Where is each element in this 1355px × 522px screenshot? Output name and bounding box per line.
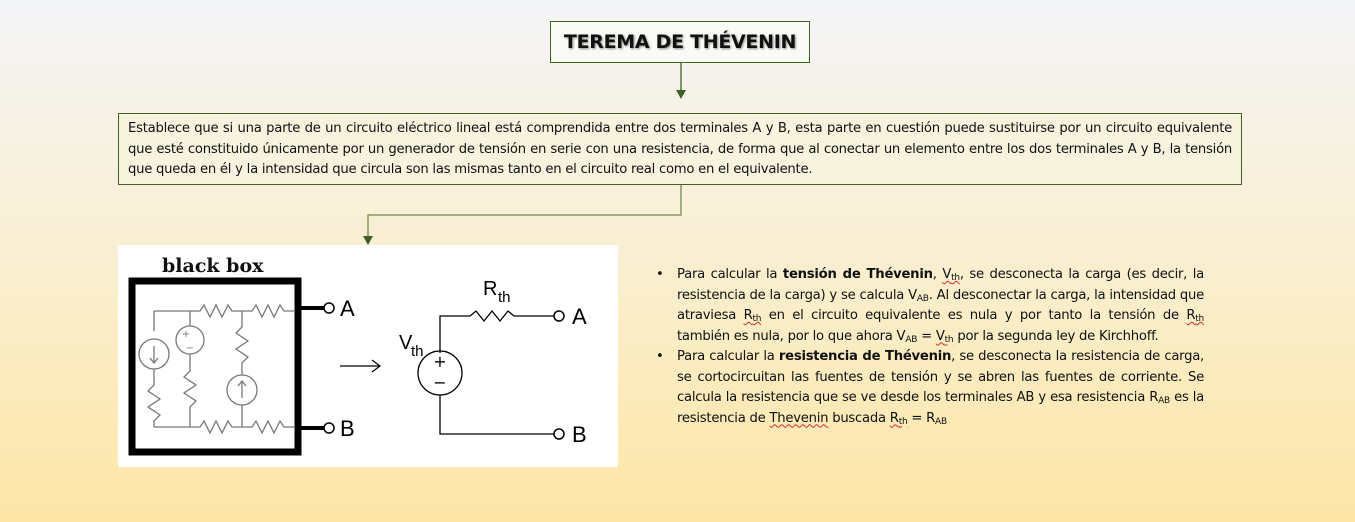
bullet-icon: • (656, 267, 664, 282)
text: = (907, 410, 927, 426)
vth-label: V (399, 332, 413, 354)
arrow-title-to-definition (674, 62, 688, 100)
black-box-label: black box (162, 255, 264, 277)
rab-symbol: $R_{AB}$ (926, 410, 947, 427)
rth-symbol: $R_{th}$ (889, 410, 908, 427)
vth-plus: + (433, 352, 447, 371)
text: , se desconecta la carga (es decir, la resistencia de la carga) y se calcula (677, 267, 1205, 303)
rth-sub: th (498, 289, 511, 306)
bold-term: resistencia de Thévenin (778, 349, 952, 364)
circuit-svg (118, 245, 618, 467)
definition-text: Establece que si una parte de un circuito eléctrico lineal está comprendida entre dos terminales A y B, esta parte en cuestión puede sustituirse por un circuito equivalente que esté constituido únicamente por un generador de tensión en serie con una resistencia, de forma que al conectar un elemento entre los dos terminales A y B, la tensión que queda en él y la intensidad que circula son las mismas tanto en el circuito real como en el equivalente. (128, 121, 1232, 177)
vth-symbol: $V_{th}$ (942, 267, 960, 283)
text: en el circuito equivalente es nula y por tanto la tensión de (761, 308, 1187, 323)
text: . Al desconectar la carga, la intensidad que atraviesa (677, 287, 1204, 323)
rab-symbol: $R_{AB}$ (1149, 390, 1170, 406)
vth-minus: − (433, 373, 447, 392)
text: Para calcular la (677, 349, 779, 364)
text: es la resistencia de (677, 390, 1204, 426)
rth-label: R (483, 278, 498, 300)
terminal-a-right: A (572, 304, 587, 329)
internal-network (139, 305, 294, 433)
text: buscada (828, 410, 890, 426)
vab-symbol: $V_{AB}$ (896, 328, 918, 345)
text: , (932, 267, 943, 282)
text: = (917, 328, 936, 344)
arrow-definition-to-diagram (360, 185, 690, 247)
rth-symbol: $R_{th}$ (743, 308, 762, 324)
text: Para calcular la (677, 267, 783, 282)
bullet-thevenin-voltage (656, 265, 1204, 347)
thevenin-word: Thevenin (769, 410, 829, 426)
text: por la segunda ley de Kirchhoff. (953, 328, 1159, 344)
source-plus: + (181, 329, 191, 340)
bullet-icon: • (656, 349, 664, 364)
vth-sub: th (411, 343, 424, 360)
rth-symbol: $R_{th}$ (1186, 308, 1205, 324)
terminal-b-right: B (572, 422, 587, 447)
vab-symbol: $V_{AB}$ (908, 287, 929, 304)
bold-term: tensión de Thévenin (782, 267, 933, 282)
text: también es nula, por lo que ahora (677, 328, 897, 344)
bullet-thevenin-resistance (656, 347, 1204, 429)
title-box (550, 21, 810, 63)
transform-arrow-icon (340, 360, 380, 372)
terminal-b-left: B (340, 416, 355, 441)
definition-box (118, 113, 1242, 185)
thevenin-circuit-diagram (118, 245, 618, 467)
terminal-a-left: A (340, 296, 355, 321)
vth-symbol: $V_{th}$ (935, 328, 954, 345)
text: , se desconecta la resistencia de carga, se cortocircuitan las fuentes de tensión y se abren las fuentes de corriente. Se calcula la resistencia que se ve desde los terminales AB y esa resistencia (677, 349, 1204, 405)
source-minus: − (185, 343, 195, 354)
page-title: TEREMA DE THÉVENIN (563, 31, 797, 53)
explanation-bullets (656, 265, 1204, 429)
